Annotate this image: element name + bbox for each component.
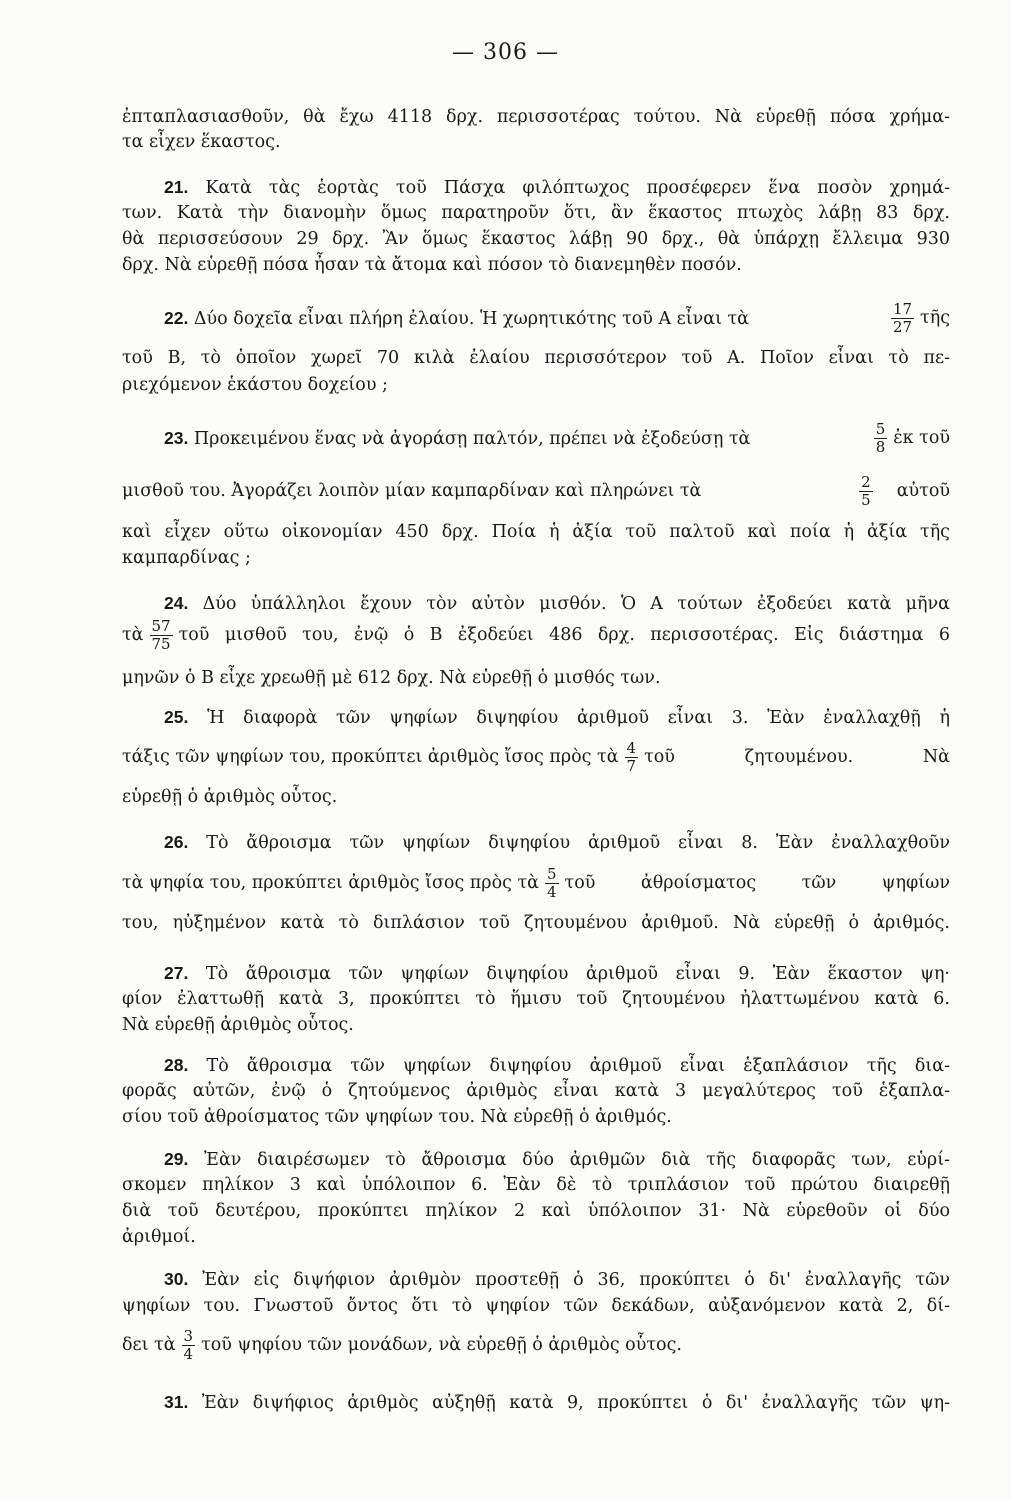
problem-25-line: εὑρεθῇ ὁ ἀριθμὸς οὗτος. <box>122 787 338 807</box>
problem-20-line: ἐπταπλασιασθοῦν, θὰ ἔχω 4118 δρχ. περισσοτέρας τούτου. Νὰ εὑρεθῇ πόσα χρήμα- <box>122 107 950 127</box>
problem-21-line <box>122 174 950 200</box>
problem-22-text: Δύο δοχεῖα εἶναι πλήρη ἐλαίου. Ἡ χωρητικότης τοῦ Α εἶναι τὰ <box>193 308 749 329</box>
problem-28-line: σίου τοῦ ἀθροίσματος τῶν ψηφίων του. Νὰ εὑρεθῇ ὁ ἀριθμός. <box>122 1107 672 1127</box>
fraction-17-27: $\frac{17}{27}$ <box>892 299 913 336</box>
problem-29-line: διὰ τοῦ δευτέρου, προκύπτει πηλίκον 2 καὶ ὑπόλοιπον 31· Νὰ εὑρεθοῦν οἱ δύο <box>122 1201 950 1221</box>
problem-29-line <box>122 1146 950 1172</box>
problem-24-line <box>122 590 950 616</box>
problem-21-text: Κατὰ τὰς ἑορτὰς τοῦ Πάσχα φιλόπτωχος προσέφερεν ἕνα ποσὸν χρημά- <box>205 178 950 198</box>
problem-24-text: τοῦ μισθοῦ του, ἐνῷ ὁ Β ἐξοδεύει 486 δρχ. περισσοτέρας. Εἰς διάστημα 6 <box>178 625 950 645</box>
problem-30-number: 30. <box>164 1269 189 1289</box>
problem-21-line: δρχ. Νὰ εὑρεθῇ πόσα ἦσαν τὰ ἄτομα καὶ πόσον τὸ διανεμηθὲν ποσόν. <box>122 255 742 275</box>
problem-25-number: 25. <box>164 707 189 727</box>
problem-23-text: ἐκ τοῦ <box>893 428 950 448</box>
problem-30-line <box>122 1326 950 1363</box>
problem-27-line <box>122 960 950 986</box>
problem-26-number: 26. <box>164 832 189 852</box>
problem-30-text: Ἐὰν εἰς διψήφιον ἀριθμὸν προστεθῇ ὁ 36, προκύπτει ὁ δι' ἐναλλαγῆς τῶν <box>202 1270 950 1290</box>
problem-24-text: τὰ <box>122 625 144 645</box>
problem-21-line: των. Κατὰ τὴν διανομὴν ὅμως παρατηροῦν ὅτι, ἂν ἕκαστος πτωχὸς λάβῃ 83 δρχ. <box>122 203 950 223</box>
problem-26-text: τοῦ ἀθροίσματος τῶν ψηφίων <box>564 873 950 893</box>
problem-31-text: Ἐὰν διψήφιος ἀριθμὸς αὐξηθῇ κατὰ 9, προκύπτει ὁ δι' ἐναλλαγῆς τῶν ψη- <box>201 1393 950 1413</box>
problem-23-line <box>122 472 950 509</box>
problem-25-line <box>122 704 950 730</box>
problem-23-line <box>122 419 950 456</box>
problem-26-text: Τὸ ἄθροισμα τῶν ψηφίων διψηφίου ἀριθμοῦ εἶναι 8. Ἐὰν ἐναλλαχθοῦν <box>206 833 950 853</box>
problem-27-line: Νὰ εὑρεθῇ ἀριθμὸς οὗτος. <box>122 1015 354 1035</box>
problem-27-text: Τὸ ἄθροισμα τῶν ψηφίων διψηφίου ἀριθμοῦ εἶναι 9. Ἐὰν ἕκαστον ψη· <box>205 964 950 984</box>
problem-24-text: Δύο ὑπάλληλοι ἔχουν τὸν αὐτὸν μισθόν. Ὁ Α τούτων ἐξοδεύει κατὰ μῆνα <box>202 594 950 614</box>
problem-25-text: Ἡ διαφορὰ τῶν ψηφίων διψηφίου ἀριθμοῦ εἶναι 3. Ἐὰν ἐναλλαχθῇ ἡ <box>207 708 950 728</box>
problem-22-line: ριεχόμενον ἑκάστου δοχείου ; <box>122 375 388 395</box>
problem-29-line: σκομεν πηλίκον 3 καὶ ὑπόλοιπον 6. Ἐὰν δὲ τὸ τριπλάσιον τοῦ πρώτου διαιρεθῇ <box>122 1175 950 1195</box>
problem-22-text: τῆς <box>920 308 950 328</box>
fraction-3-4: $\frac{3}{4}$ <box>183 1326 194 1363</box>
problem-21-line: θὰ περισσεύσουν 29 δρχ. Ἂν ὅμως ἕκαστος λάβῃ 90 δρχ., θὰ ὑπάρχῃ ἔλλειμα 930 <box>122 229 950 249</box>
problem-22-line <box>122 299 950 336</box>
problem-23-text: αὐτοῦ <box>896 481 950 501</box>
problem-30-line <box>122 1266 950 1292</box>
fraction-57-75: $\frac{57}{75}$ <box>151 616 171 653</box>
problem-31-number: 31. <box>164 1392 189 1412</box>
problem-26-line: του, ηὐξημένον κατὰ τὸ διπλάσιον τοῦ ζητουμένου ἀριθμοῦ. Νὰ εὑρεθῇ ὁ ἀριθμός. <box>122 913 950 933</box>
problem-23-line: καμπαρδίνας ; <box>122 548 251 568</box>
fraction-5-4: $\frac{5}{4}$ <box>547 864 557 901</box>
problem-26-line <box>122 864 950 901</box>
problem-27-number: 27. <box>164 963 189 983</box>
problem-28-number: 28. <box>164 1055 189 1075</box>
problem-29-line: ἀριθμοί. <box>122 1227 196 1247</box>
problem-27-line: φίον ἐλαττωθῇ κατὰ 3, προκύπτει τὸ ἥμισυ τοῦ ζητουμένου ἠλαττωμένου κατὰ 6. <box>122 989 950 1009</box>
problem-31-line <box>122 1389 950 1415</box>
problem-28-text: Τὸ ἄθροισμα τῶν ψηφίων διψηφίου ἀριθμοῦ εἶναι ἑξαπλάσιον τῆς δια- <box>206 1056 950 1076</box>
problem-26-line <box>122 829 950 855</box>
problem-29-number: 29. <box>164 1149 189 1169</box>
problem-25-line <box>122 738 950 775</box>
problem-30-text: δει τὰ <box>122 1335 176 1355</box>
problem-28-line <box>122 1052 950 1078</box>
fraction-4-7: $\frac{4}{7}$ <box>626 738 637 775</box>
problem-22-line: τοῦ Β, τὸ ὁποῖον χωρεῖ 70 κιλὰ ἐλαίου περισσότερον τοῦ Α. Ποῖον εἶναι τὸ πε- <box>122 348 950 368</box>
fraction-2-5: $\frac{2}{5}$ <box>861 472 871 509</box>
problem-28-line: φορᾶς αὐτῶν, ἐνῷ ὁ ζητούμενος ἀριθμὸς εἶναι κατὰ 3 μεγαλύτερος τοῦ ἑξαπλα- <box>122 1081 950 1101</box>
problem-23-line: καὶ εἶχεν οὕτω οἰκονομίαν 450 δρχ. Ποία ἡ ἀξία τοῦ παλτοῦ καὶ ποία ἡ ἀξία τῆς <box>122 522 950 542</box>
problem-23-text: Προκειμένου ἕνας νὰ ἀγοράσῃ παλτόν, πρέπει νὰ ἐξοδεύσῃ τὰ <box>193 428 751 449</box>
problem-23-text: μισθοῦ του. Ἀγοράζει λοιπὸν μίαν καμπαρδίναν καὶ πληρώνει τὰ <box>122 481 702 501</box>
fraction-5-8: $\frac{5}{8}$ <box>875 419 886 456</box>
problem-25-text: τοῦ ζητουμένου. Νὰ <box>644 747 950 767</box>
problem-26-text: τὰ ψηφία του, προκύπτει ἀριθμὸς ἴσος πρὸς τὰ <box>122 873 539 893</box>
problem-22-number: 22. <box>164 307 189 328</box>
problem-20-line: τα εἶχεν ἕκαστος. <box>122 132 281 152</box>
problem-24-line: μηνῶν ὁ Β εἶχε χρεωθῇ μὲ 612 δρχ. Νὰ εὑρεθῇ ὁ μισθός των. <box>122 668 661 688</box>
problem-24-number: 24. <box>164 593 189 613</box>
problem-30-line: ψηφίων του. Γνωστοῦ ὄντος ὅτι τὸ ψηφίον τῶν δεκάδων, αὐξανόμενον κατὰ 2, δί- <box>122 1296 950 1316</box>
problem-23-number: 23. <box>164 427 189 448</box>
problem-29-text: Ἐὰν διαιρέσωμεν τὸ ἄθροισμα δύο ἀριθμῶν διὰ τῆς διαφορᾶς των, εὑρί- <box>204 1150 950 1170</box>
page-number: — 306 — <box>452 40 559 65</box>
problem-25-text: τάξις τῶν ψηφίων του, προκύπτει ἀριθμὸς ἴσος πρὸς τὰ <box>122 747 619 767</box>
problem-21-number: 21. <box>164 177 189 197</box>
problem-24-line <box>122 616 950 653</box>
problem-30-text: τοῦ ψηφίου τῶν μονάδων, νὰ εὑρεθῇ ὁ ἀριθμὸς οὗτος. <box>201 1335 682 1355</box>
